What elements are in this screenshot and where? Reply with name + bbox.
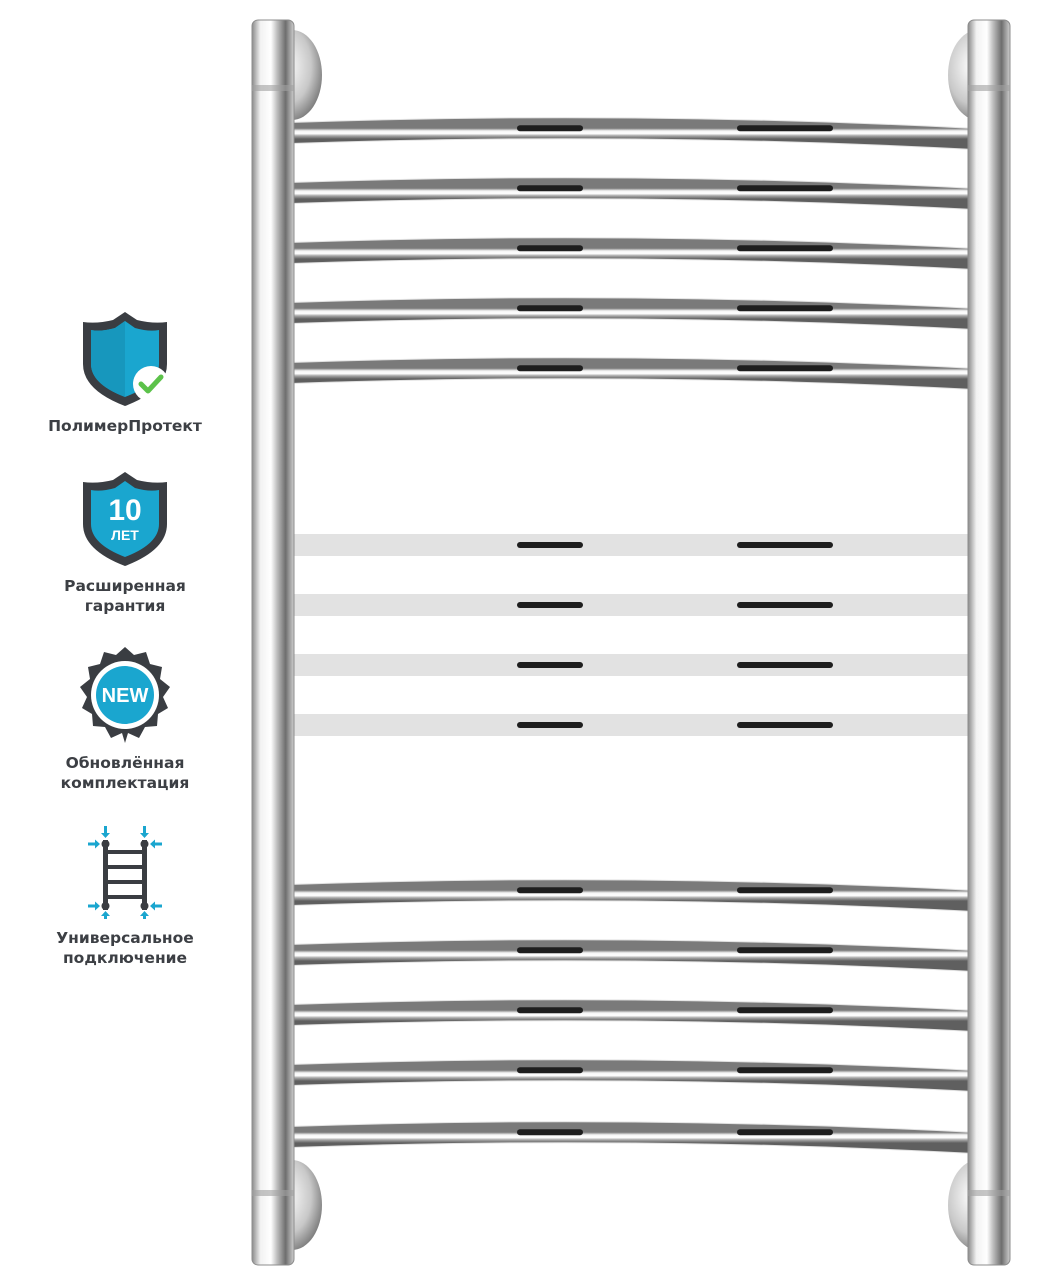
feature-label: Расширенная гарантия <box>64 577 186 615</box>
rail <box>290 128 975 139</box>
rail <box>290 890 975 901</box>
rail <box>290 308 975 319</box>
badge-number: 10 <box>108 494 142 527</box>
feature-updated-kit <box>20 645 230 793</box>
rails <box>290 128 975 1143</box>
shield-10-years-icon <box>75 468 175 568</box>
rail <box>290 248 975 259</box>
rail <box>290 368 975 379</box>
rail <box>290 950 975 961</box>
feature-label: Обновлённая комплектация <box>60 754 190 792</box>
feature-extended-warranty <box>20 468 230 616</box>
badge-text: NEW <box>101 685 149 707</box>
ladder-connection-icon <box>70 820 180 920</box>
rail <box>290 188 975 199</box>
feature-polymer-protect <box>20 308 230 436</box>
feature-universal-connection <box>20 820 230 968</box>
feature-label: Универсальное подключение <box>56 929 194 967</box>
rail <box>290 1132 975 1143</box>
towel-rail-image <box>240 15 1030 1270</box>
shield-check-icon <box>75 308 175 408</box>
new-badge-icon <box>75 645 175 745</box>
badge-text: ЛЕТ <box>111 527 139 543</box>
rail <box>290 1010 975 1021</box>
rail <box>290 1070 975 1081</box>
feature-label: ПолимерПротект <box>48 417 202 435</box>
